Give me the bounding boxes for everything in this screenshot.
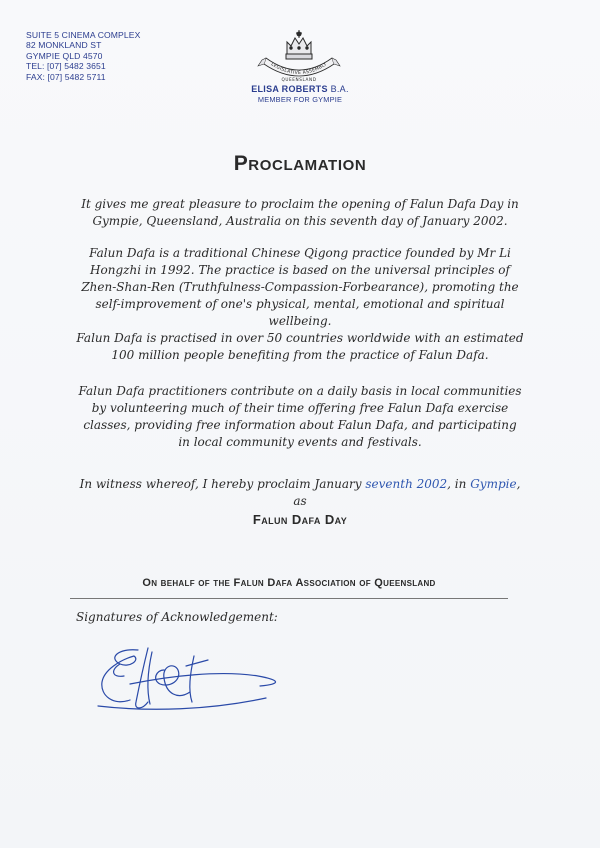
- address-line: GYMPIE QLD 4570: [26, 50, 103, 61]
- address-line: SUITE 5 CINEMA COMPLEX: [26, 30, 141, 40]
- witness-suffix: , as: [293, 477, 521, 508]
- legislative-assembly-crest-icon: [254, 24, 344, 84]
- witness-date: seventh 2002: [365, 477, 448, 491]
- witness-line: [76, 476, 524, 510]
- address-line: 82 MONKLAND ST: [26, 40, 102, 51]
- proclamation-paragraph: Falun Dafa practitioners contribute on a daily basis in local communities by volunteering much of their time offering free Falun Dafa exercise classes, providing free information about Falun Dafa, and participating in local community events and festivals.: [78, 384, 522, 449]
- divider: [70, 598, 508, 599]
- handwritten-signature: [90, 640, 290, 720]
- sender-address: [26, 30, 140, 82]
- crest-ribbon-text: LEGISLATIVE ASSEMBLY: [269, 62, 329, 77]
- member-degree: B.A.: [330, 84, 349, 94]
- proclamation-paragraph: It gives me great pleasure to proclaim the opening of Falun Dafa Day in Gympie, Queensland, Australia on this seventh day of January 2002.: [81, 197, 519, 228]
- witness-prefix: In witness whereof, I hereby proclaim January: [79, 477, 362, 491]
- on-behalf-line: On behalf of the Falun Dafa Association of Queensland: [142, 577, 436, 589]
- member-name: ELISA ROBERTS: [251, 84, 328, 94]
- signatures-label: Signatures of Acknowledgement:: [76, 610, 278, 624]
- member-name-line: [200, 84, 400, 94]
- crest-state-text: QUEENSLAND: [281, 77, 317, 82]
- address-line: FAX: [07] 5482 5711: [26, 71, 106, 82]
- page-title: Proclamation: [233, 152, 367, 175]
- witness-place: Gympie: [470, 477, 517, 491]
- member-role: MEMBER FOR GYMPIE: [257, 95, 343, 104]
- witness-mid: , in: [447, 477, 467, 491]
- proclamation-paragraph: Falun Dafa is a traditional Chinese Qigong practice founded by Mr Li Hongzhi in 1992. The practice is based on the universal principles of Zhen-Shan-Ren (Truthfulness-Compassion-Forbearance), promoting the self-improvement of one's physical, mental, emotional and spiritual wellbeing.: [81, 246, 519, 328]
- address-line: TEL: [07] 5482 3651: [26, 61, 106, 72]
- member-block: [200, 84, 400, 104]
- proclamation-paragraph: Falun Dafa is practised in over 50 countries worldwide with an estimated 100 million people benefiting from the practice of Falun Dafa.: [76, 331, 524, 362]
- day-name: Falun Dafa Day: [252, 512, 348, 527]
